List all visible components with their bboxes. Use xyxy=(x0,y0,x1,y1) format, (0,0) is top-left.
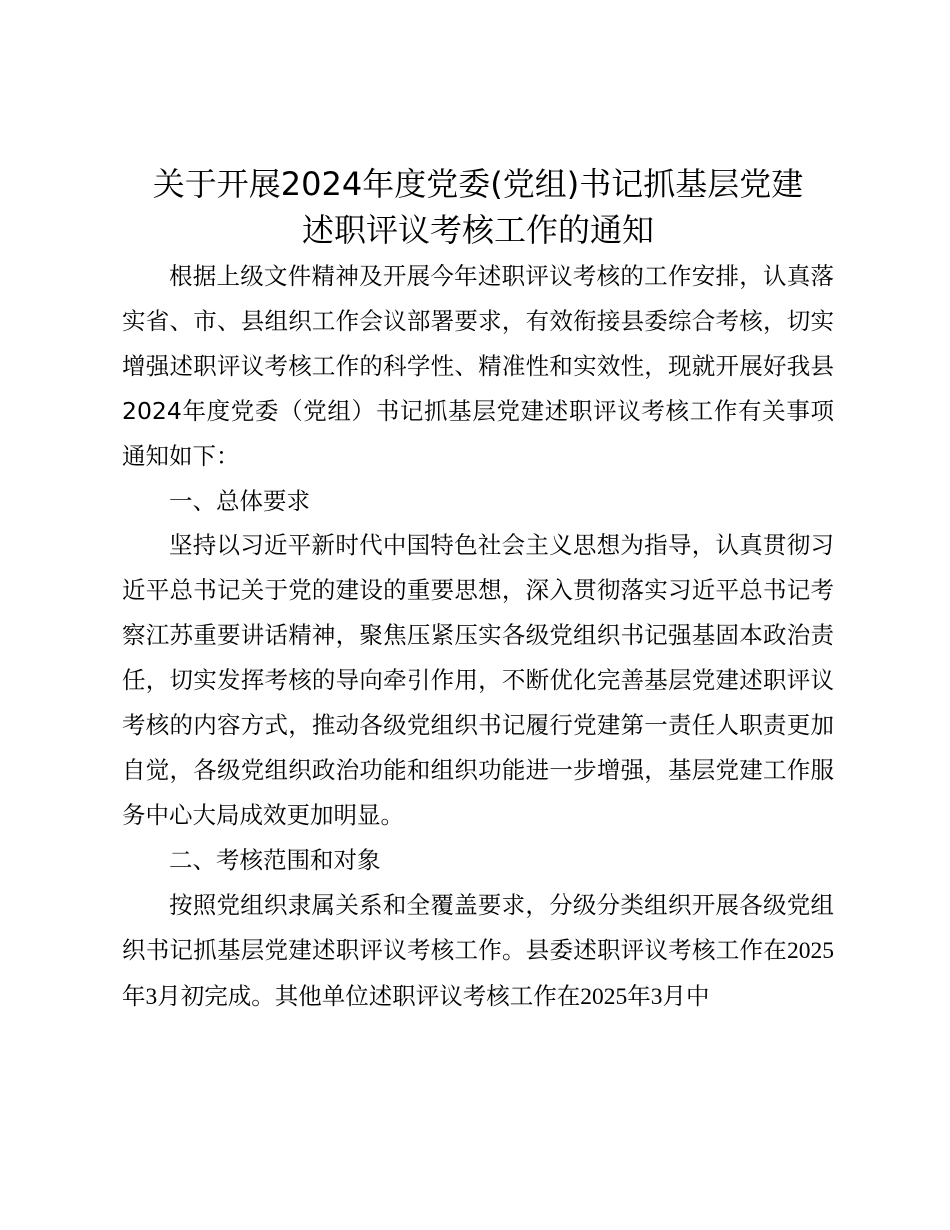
section-2-text-a: 按照党组织隶属关系和全覆盖要求，分级分类组织开展各级党组织书记抓基层党建述职评议考核工作。县委述职评议考核工作在 xyxy=(122,890,834,964)
section-2-paragraph xyxy=(122,883,834,1020)
section-2-text-b: 年 xyxy=(122,981,146,1010)
section-2-year-2: 2025 xyxy=(580,983,628,1010)
document-title-line-1: 关于开展2024年度党委(党组)书记抓基层党建 xyxy=(152,165,804,203)
section-1-paragraph: 坚持以习近平新时代中国特色社会主义思想为指导，认真贯彻习近平总书记关于党的建设的重要思想，深入贯彻落实习近平总书记考察江苏重要讲话精神，聚焦压紧压实各级党组织书记强基固本政治责任，切实发挥考核的导向牵引作用，不断优化完善基层党建述职评议考核的内容方式，推动各级党组织书记履行党建第一责任人职责更加自觉，各级党组织政治功能和组织功能进一步增强，基层党建工作服务中心大局成效更加明显。 xyxy=(122,531,834,829)
section-2-heading: 二、考核范围和对象 xyxy=(169,845,381,874)
section-2-year-1: 2025 xyxy=(787,937,834,964)
document-body xyxy=(122,254,834,1019)
section-2-month-2: 3 xyxy=(650,983,663,1010)
document-title-line-2: 述职评议考核工作的通知 xyxy=(301,211,654,249)
section-2-text-e: 月中 xyxy=(662,981,710,1010)
section-2-month-1: 3 xyxy=(145,983,158,1010)
section-2-text-c: 月初完成。其他单位述职评议考核工作在 xyxy=(157,981,581,1010)
section-1-heading: 一、总体要求 xyxy=(169,486,310,515)
intro-paragraph: 根据上级文件精神及开展今年述职评议考核的工作安排，认真落实省、市、县组织工作会议部署要求，有效衔接县委综合考核，切实增强述职评议考核工作的科学性、精准性和实效性，现就开展好我县2024年度党委（党组）书记抓基层党建述职评议考核工作有关事项通知如下： xyxy=(122,262,834,470)
section-2-text-d: 年 xyxy=(627,981,651,1010)
